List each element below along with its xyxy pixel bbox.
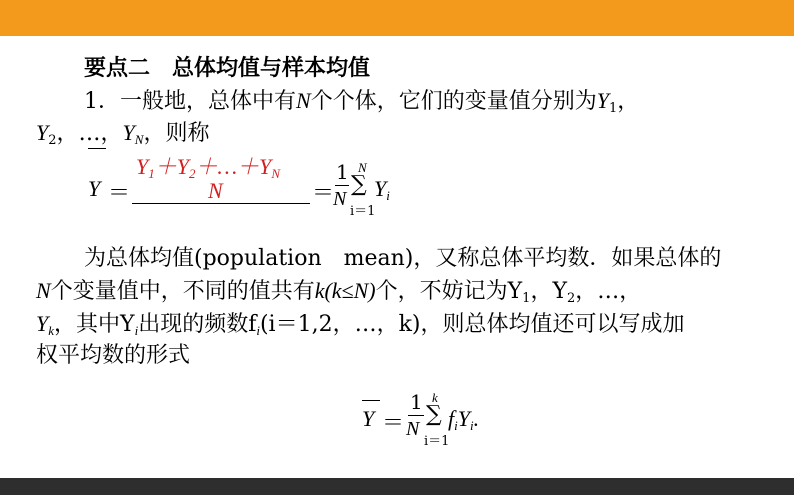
bottom-bar: [0, 478, 794, 495]
section-heading: 要点二 总体均值与样本均值: [84, 56, 371, 81]
formula1-denominator: N: [208, 178, 223, 203]
sum-symbol: ∑: [351, 172, 367, 197]
para2-line2: N个变量值中，不同的值共有k(k≤N)个，不妨记为$Y_1$，$Y_2$，…，: [36, 278, 642, 306]
mean-bar: [88, 148, 106, 149]
mean-bar-2: [362, 400, 380, 401]
top-accent-bar: [0, 0, 794, 36]
sum-symbol-2: ∑: [426, 402, 442, 427]
para2-line1: 为总体均值(population mean)，又称总体平均数．如果总体的: [84, 246, 722, 271]
formula1-lhs: Y: [88, 176, 101, 201]
para2-line4: 权平均数的形式: [36, 343, 191, 368]
para1-line2: $Y_2$，…，$Y_N$，则称: [36, 120, 210, 148]
formula1-numerator: $Y_1+Y_2+\dots+Y_N$: [136, 154, 280, 181]
para2-line3: $Y_k$，其中$Y_i$出现的频数$f_i(i=1,2$，…，k)，则总体均值还可以写成加: [36, 311, 685, 338]
para1-line1: 1．一般地，总体中有N个个体，它们的变量值分别为$Y_1$，: [84, 88, 640, 116]
